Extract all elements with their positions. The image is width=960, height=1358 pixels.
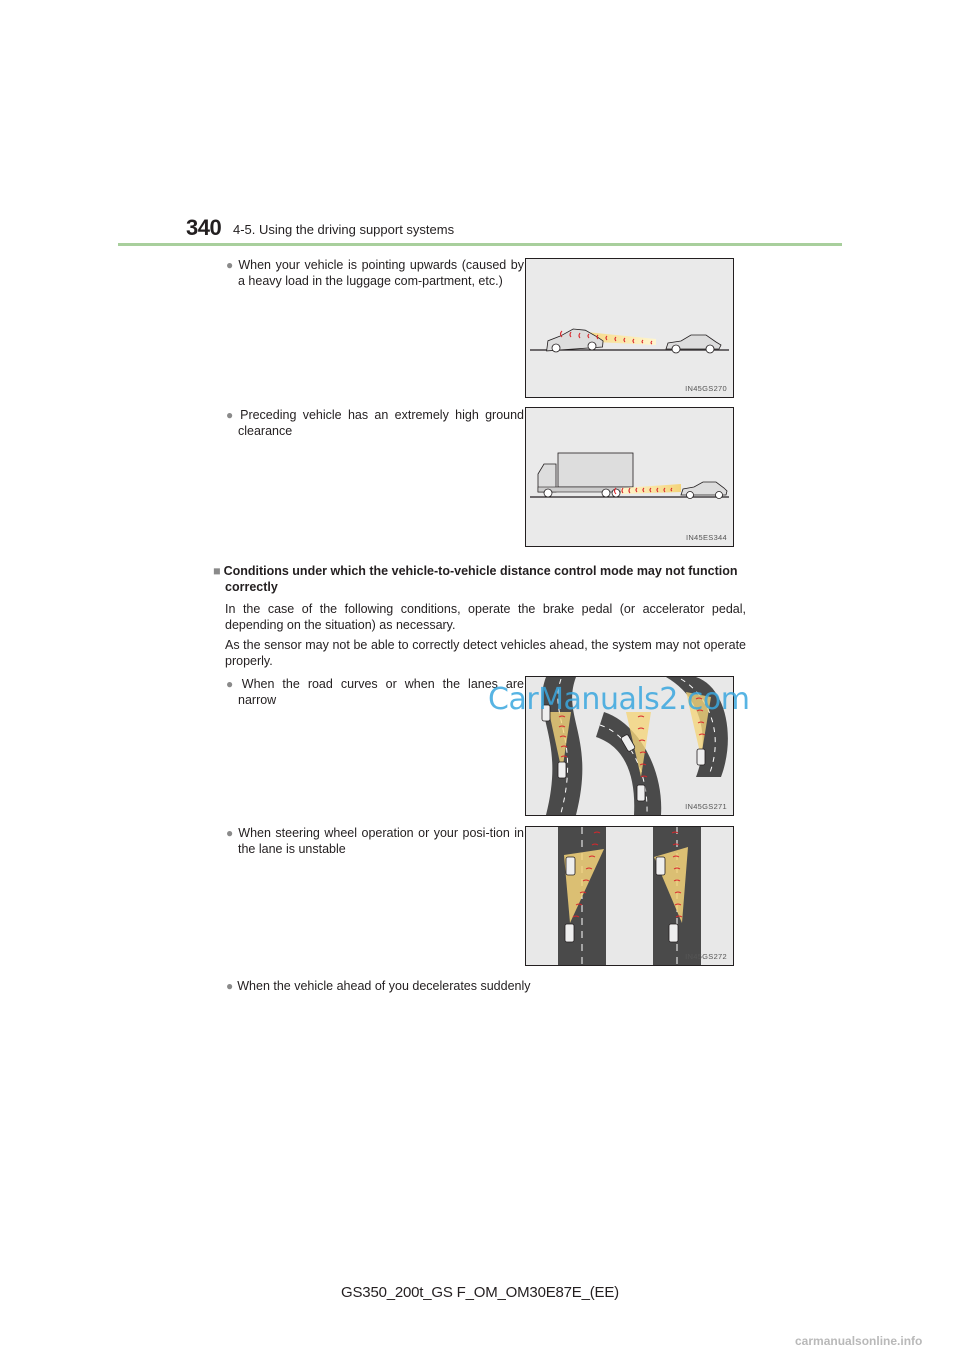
figure-code: IN45GS272 bbox=[685, 952, 727, 961]
page-number: 340 bbox=[186, 215, 222, 240]
bullet-icon: ● bbox=[226, 677, 238, 691]
bullet-text: When the road curves or when the lanes are narrow bbox=[238, 677, 524, 707]
figure-code: IN45GS271 bbox=[685, 802, 727, 811]
bullet-text: When the vehicle ahead of you decelerates suddenly bbox=[237, 979, 531, 993]
section-title: 4-5. Using the driving support systems bbox=[233, 222, 455, 237]
document-footer: GS350_200t_GS F_OM_OM30E87E_(EE) bbox=[341, 1284, 619, 1301]
conditions-paragraph-1: In the case of the following conditions, operate the brake pedal (or accelerator pedal, depending on the situation) as necessary. bbox=[225, 602, 746, 632]
bullet-item-road-curves bbox=[226, 676, 524, 708]
bullet-item-vehicle-pointing-up bbox=[226, 257, 524, 289]
bullet-icon: ● bbox=[226, 408, 237, 422]
bullet-item-high-clearance bbox=[226, 407, 524, 439]
bullet-text: Preceding vehicle has an extremely high ground clearance bbox=[238, 408, 525, 438]
bullet-item-sudden-deceleration bbox=[226, 978, 626, 994]
square-bullet-icon: ■ bbox=[213, 564, 221, 578]
figure-code: IN45ES344 bbox=[685, 533, 727, 542]
site-footer: carmanualsonline.info bbox=[795, 1334, 923, 1348]
figure-code: IN45GS270 bbox=[685, 384, 727, 393]
bullet-icon: ● bbox=[226, 979, 234, 993]
conditions-heading-text: Conditions under which the vehicle-to-vehicle distance control mode may not function correctly bbox=[223, 564, 738, 594]
bullet-item-unstable-steering bbox=[226, 825, 524, 857]
illustration-truck bbox=[526, 408, 733, 546]
bullet-text: When your vehicle is pointing upwards (caused by a heavy load in the luggage com-partment, etc.) bbox=[238, 258, 524, 288]
bullet-icon: ● bbox=[226, 826, 235, 840]
header-divider bbox=[118, 243, 842, 246]
watermark: CarManuals2.com bbox=[488, 682, 750, 717]
illustration-upward-vehicle bbox=[526, 259, 733, 397]
conditions-paragraph-2: As the sensor may not be able to correctly detect vehicles ahead, the system may not operate properly. bbox=[225, 638, 746, 668]
figure-vehicle-pointing-up bbox=[525, 258, 734, 398]
conditions-heading bbox=[213, 563, 765, 595]
bullet-icon: ● bbox=[226, 258, 235, 272]
figure-unstable-steering bbox=[525, 826, 734, 966]
figure-high-clearance bbox=[525, 407, 734, 547]
illustration-lane-position bbox=[526, 827, 733, 965]
bullet-text: When steering wheel operation or your posi-tion in the lane is unstable bbox=[238, 826, 524, 856]
